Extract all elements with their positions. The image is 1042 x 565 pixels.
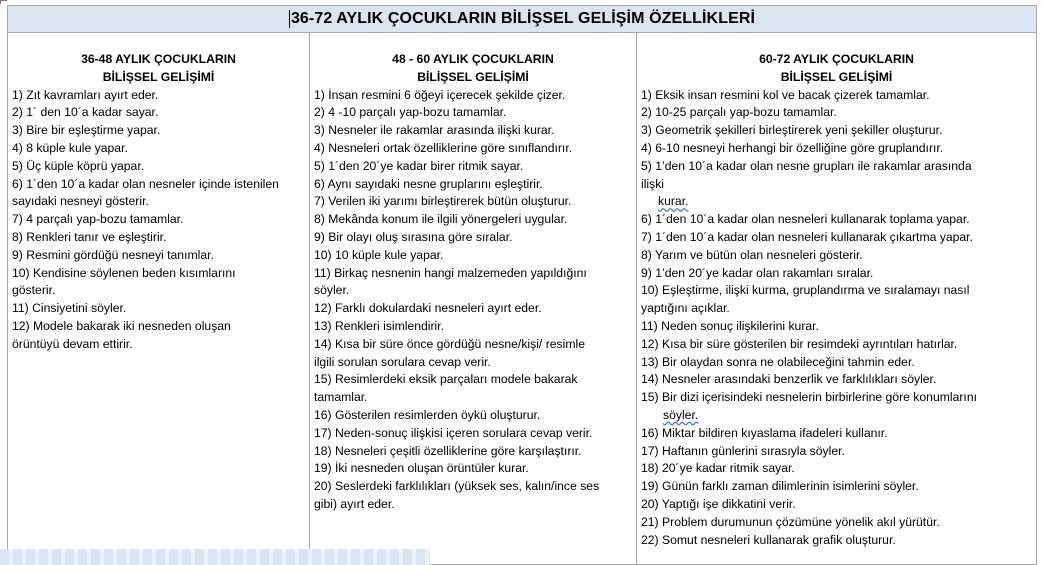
list-item: 11) Neden sonuç ilişkilerini kurar. <box>641 318 819 333</box>
spellcheck-word: söyler. <box>663 407 699 422</box>
list-item: 5) Üç küple köprü yapar. <box>12 158 145 173</box>
list-item: 19) İki nesneden oluşan örüntüler kurar. <box>314 461 529 476</box>
list-item: 15) Resimlerdeki eksik parçaları modele bakarak <box>314 372 578 387</box>
development-table <box>7 5 1037 565</box>
list-item: 12) Farklı dokulardaki nesneleri ayırt eder. <box>314 301 542 316</box>
list-item-continuation: gibi) ayırt eder. <box>314 496 395 511</box>
list-item: 2) 1´ den 10´a kadar sayar. <box>12 105 159 120</box>
column-heading <box>314 51 632 87</box>
list-item: 17) Haftanın günlerini sırasıyla söyler. <box>641 443 845 458</box>
column-36-48 <box>8 33 310 564</box>
list-item: 21) Problem durumunun çözümüne yönelik akıl yürütür. <box>641 514 940 529</box>
list-item: 2) 10-25 parçalı yap-bozu tamamlar. <box>641 105 837 120</box>
list-item: 2) 4 -10 parçalı yap-bozu tamamlar. <box>314 105 507 120</box>
column-48-60 <box>310 33 637 564</box>
list-item-continuation <box>641 407 1032 425</box>
list-item-continuation: yaptığını açıklar. <box>641 301 730 316</box>
list-item: 7) Verilen iki yarımı birleştirerek bütün oluşturur. <box>314 194 572 209</box>
list-item: 13) Renkleri isimlendirir. <box>314 318 445 333</box>
list-item: 14) Nesneler arasındaki benzerlik ve farklılıkları söyler. <box>641 372 937 387</box>
list-item: 8) Mekânda konum ile ilgili yönergeleri uygular. <box>314 212 568 227</box>
list-item: 18) Nesneleri çeşitli özelliklerine göre karşılaştırır. <box>314 443 582 458</box>
corner-crop-mark <box>0 0 7 4</box>
column-heading-line1: 48 - 60 AYLIK ÇOCUKLARIN <box>392 52 554 66</box>
column-heading <box>12 51 305 87</box>
list-item-continuation: tamamlar. <box>314 390 368 405</box>
list-item: 6) 1´den 10´a kadar olan nesneleri kullanarak toplama yapar. <box>641 212 970 227</box>
text-cursor <box>289 10 290 28</box>
list-item: 1) Eksik insan resmini kol ve bacak çizerek tamamlar. <box>641 87 930 102</box>
column-heading-line2: BİLİŞSEL GELİŞİMİ <box>417 69 529 84</box>
column-60-72 <box>637 33 1036 564</box>
list-item: 11) Birkaç nesnenin hangi malzemeden yapıldığını <box>314 265 587 280</box>
list-item-continuation: sayıdaki nesneyi gösterir. <box>12 194 149 209</box>
list-item: 1) Zıt kavramları ayırt eder. <box>12 87 159 102</box>
list-item: 3) Geometrik şekilleri birleştirerek yeni şekiller oluşturur. <box>641 123 943 138</box>
list-item: 5) 1’den 10´a kadar olan nesne grupları ile rakamlar arasında <box>641 158 972 173</box>
list-item: 9) Resmini gördüğü nesneyi tanımlar. <box>12 247 214 262</box>
list-item: 20) Seslerdeki farklılıkları (yüksek ses, kalın/ince ses <box>314 479 600 494</box>
list-item: 17) Neden-sonuç ilişkisi içeren sorulara cevap verir. <box>314 425 593 440</box>
column-heading-line1: 36-48 AYLIK ÇOCUKLARIN <box>81 52 236 66</box>
list-item: 7) 4 parçalı yap-bozu tamamlar. <box>12 212 184 227</box>
list-item: 5) 1´den 20´ye kadar birer ritmik sayar. <box>314 158 524 173</box>
list-item: 22) Somut nesneleri kullanarak grafik oluşturur. <box>641 532 896 547</box>
list-item: 16) Miktar bildiren kıyaslama ifadeleri kullanır. <box>641 425 888 440</box>
list-item: 14) Kısa bir süre önce gördüğü nesne/kişi/ resimle <box>314 336 585 351</box>
column-heading <box>641 51 1032 87</box>
list-item: 12) Kısa bir süre gösterilen bir resimdeki ayrıntıları hatırlar. <box>641 336 958 351</box>
list-item: 11) Cinsiyetini söyler. <box>12 301 127 316</box>
list-item-continuation: ilgili sorulan sorulara cevap verir. <box>314 354 491 369</box>
list-item: 9) 1’den 20´ye kadar olan rakamları sıralar. <box>641 265 874 280</box>
list-item: 13) Bir olaydan sonra ne olabileceğini tahmin eder. <box>641 354 915 369</box>
bottom-dotted-strip <box>0 549 430 565</box>
column-heading-line2: BİLİŞSEL GELİŞİMİ <box>102 69 215 84</box>
list-item: 4) 6-10 nesneyi herhangi bir özelliğine göre gruplandırır. <box>641 140 944 155</box>
list-item-continuation: örüntüyü devam ettirir. <box>12 336 133 351</box>
list-item: 8) Renkleri tanır ve eşleştirir. <box>12 229 167 244</box>
table-title[interactable]: 36-72 AYLIK ÇOCUKLARIN BİLİŞSEL GELİŞİM ÖZELLİKLERİ <box>290 10 756 27</box>
list-item: 18) 20´ye kadar ritmik sayar. <box>641 461 795 476</box>
column-heading-line2: BİLİŞSEL GELİŞİMİ <box>780 69 893 84</box>
column-heading-line1: 60-72 AYLIK ÇOCUKLARIN <box>759 52 914 66</box>
list-item-continuation: ilişki <box>641 176 665 191</box>
list-item: 12) Modele bakarak iki nesneden oluşan <box>12 318 231 333</box>
list-item-continuation <box>641 193 1032 211</box>
table-title-row <box>8 6 1036 33</box>
list-item-continuation: gösterir. <box>12 283 56 298</box>
list-item: 19) Günün farklı zaman dilimlerinin isimlerini söyler. <box>641 479 919 494</box>
list-item: 4) Nesneleri ortak özelliklerine göre sınıflandırır. <box>314 140 573 155</box>
list-item: 10) Eşleştirme, ilişki kurma, gruplandırma ve sıralamayı nasıl <box>641 283 970 298</box>
list-item: 20) Yaptığı işe dikkatini verir. <box>641 496 796 511</box>
list-item-continuation: söyler. <box>314 283 350 298</box>
list-item: 8) Yarım ve bütün olan nesneleri gösterir. <box>641 247 863 262</box>
list-item: 10) 10 küple kule yapar. <box>314 247 444 262</box>
list-item: 10) Kendisine söylenen beden kısımlarını <box>12 265 236 280</box>
list-item: 9) Bir olayı oluş sırasına göre sıralar. <box>314 229 513 244</box>
list-item: 7) 1´den 10´a kadar olan nesneleri kullanarak çıkartma yapar. <box>641 229 973 244</box>
list-item: 6) Aynı sayıdaki nesne gruplarını eşleştirir. <box>314 176 543 191</box>
spellcheck-word: kurar. <box>658 194 689 209</box>
list-item: 1) İnsan resmini 6 öğeyi içerecek şekilde çizer. <box>314 87 566 102</box>
list-item: 6) 1´den 10´a kadar olan nesneler içinde istenilen <box>12 176 279 191</box>
list-item: 4) 8 küple kule yapar. <box>12 140 128 155</box>
list-item: 3) Nesneler ile rakamlar arasında ilişki kurar. <box>314 123 555 138</box>
list-item: 3) Bire bir eşleştirme yapar. <box>12 123 161 138</box>
list-item: 15) Bir dizi içerisindeki nesnelerin birbirlerine göre konumlarını <box>641 390 977 405</box>
list-item: 16) Gösterilen resimlerden öykü oluşturur. <box>314 407 541 422</box>
